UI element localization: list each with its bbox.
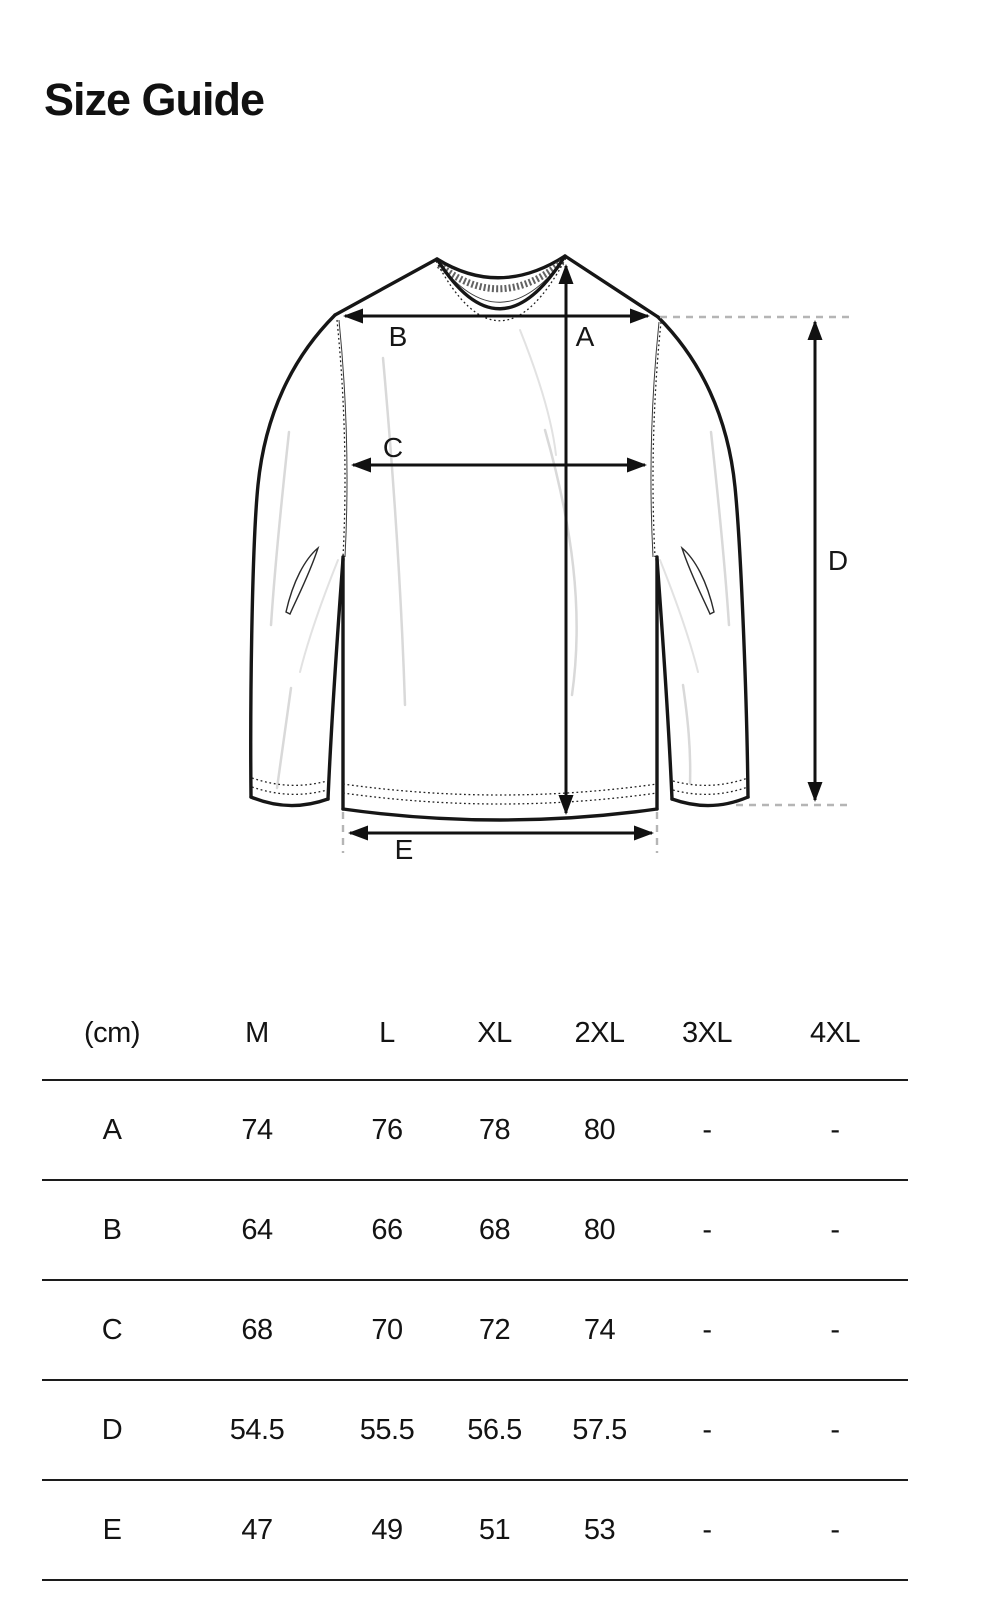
measure-label-a: A <box>575 321 595 352</box>
size-cell: 70 <box>332 1280 442 1380</box>
shoulder-right <box>565 256 658 317</box>
row-label: C <box>42 1280 182 1380</box>
seam-right-dotted <box>653 322 661 557</box>
table-row-e <box>42 1480 908 1580</box>
cuff-right-stitch-2 <box>673 787 748 794</box>
cuff-right-stitch-1 <box>673 778 748 785</box>
size-cell: 68 <box>442 1180 547 1280</box>
column-header-3xl: 3XL <box>652 987 762 1080</box>
header-row <box>42 987 908 1080</box>
shoulder-left <box>335 259 437 315</box>
size-cell: - <box>762 1480 908 1580</box>
size-cell: - <box>762 1080 908 1180</box>
measure-label-c: C <box>382 432 404 463</box>
measure-arrow-d <box>815 322 848 800</box>
unit-header: (cm) <box>42 987 182 1080</box>
size-cell: - <box>762 1280 908 1380</box>
column-header-xl: XL <box>442 987 547 1080</box>
column-header-l: L <box>332 987 442 1080</box>
size-cell: 80 <box>547 1180 652 1280</box>
armpit-shade-right <box>660 560 698 672</box>
measure-arrow-b <box>345 316 648 352</box>
column-header-4xl: 4XL <box>762 987 908 1080</box>
measure-arrow-e <box>350 833 652 865</box>
size-cell: - <box>652 1480 762 1580</box>
seam-left-dotted <box>337 320 345 557</box>
size-cell: 68 <box>182 1280 332 1380</box>
sleeve-outer-right <box>658 317 748 797</box>
guide-lines <box>343 317 852 853</box>
table-row-b <box>42 1180 908 1280</box>
measure-label-b: B <box>388 321 408 352</box>
table-row-c <box>42 1280 908 1380</box>
size-cell: - <box>762 1380 908 1480</box>
hem-stitch-1 <box>343 784 657 795</box>
hem <box>343 809 657 820</box>
size-cell: 53 <box>547 1480 652 1580</box>
size-cell: 57.5 <box>547 1380 652 1480</box>
size-cell: 54.5 <box>182 1380 332 1480</box>
cuff-left <box>251 797 328 806</box>
size-cell: 56.5 <box>442 1380 547 1480</box>
drape-sleeve-left <box>271 432 289 625</box>
seam-left-line <box>339 320 347 557</box>
row-label: D <box>42 1380 182 1480</box>
armpit-wrinkle-left <box>286 548 318 614</box>
sleeve-outer-left <box>251 315 335 797</box>
size-cell: 51 <box>442 1480 547 1580</box>
drape-cuff-right <box>683 685 690 783</box>
size-cell: - <box>652 1180 762 1280</box>
armpit-wrinkle-right <box>682 548 714 614</box>
drape-torso-left <box>383 358 405 705</box>
column-header-m: M <box>182 987 332 1080</box>
size-cell: 72 <box>442 1280 547 1380</box>
drape-torso-right <box>545 430 577 695</box>
size-cell: 80 <box>547 1080 652 1180</box>
column-header-2xl: 2XL <box>547 987 652 1080</box>
shirt-outline <box>251 256 748 820</box>
table-row-d <box>42 1380 908 1480</box>
row-label: B <box>42 1180 182 1280</box>
measure-arrow-c <box>353 432 645 465</box>
row-label: A <box>42 1080 182 1180</box>
drape-neck-right <box>520 330 556 455</box>
size-cell: - <box>652 1080 762 1180</box>
size-cell: 74 <box>547 1280 652 1380</box>
size-cell: 66 <box>332 1180 442 1280</box>
cuff-left-stitch-2 <box>252 787 327 794</box>
drape-lines <box>271 330 729 788</box>
size-cell: 49 <box>332 1480 442 1580</box>
size-cell: 55.5 <box>332 1380 442 1480</box>
seam-right-line <box>651 322 659 557</box>
size-cell: 47 <box>182 1480 332 1580</box>
page-title: Size Guide <box>44 74 265 125</box>
size-cell: 78 <box>442 1080 547 1180</box>
row-label: E <box>42 1480 182 1580</box>
table-row-a <box>42 1080 908 1180</box>
sleeve-inner-left <box>328 559 343 799</box>
stitching <box>252 320 748 804</box>
measure-label-e: E <box>394 834 414 865</box>
size-cell: - <box>762 1180 908 1280</box>
size-cell: 76 <box>332 1080 442 1180</box>
collar <box>436 256 566 321</box>
size-cell: - <box>652 1380 762 1480</box>
cuff-left-stitch-1 <box>252 778 327 785</box>
size-table <box>42 987 908 1581</box>
size-cell: - <box>652 1280 762 1380</box>
drape-sleeve-right <box>711 432 729 625</box>
sleeve-inner-right <box>657 559 672 799</box>
drape-cuff-left <box>277 688 291 788</box>
size-cell: 64 <box>182 1180 332 1280</box>
size-cell: 74 <box>182 1080 332 1180</box>
measure-label-d: D <box>827 545 849 576</box>
